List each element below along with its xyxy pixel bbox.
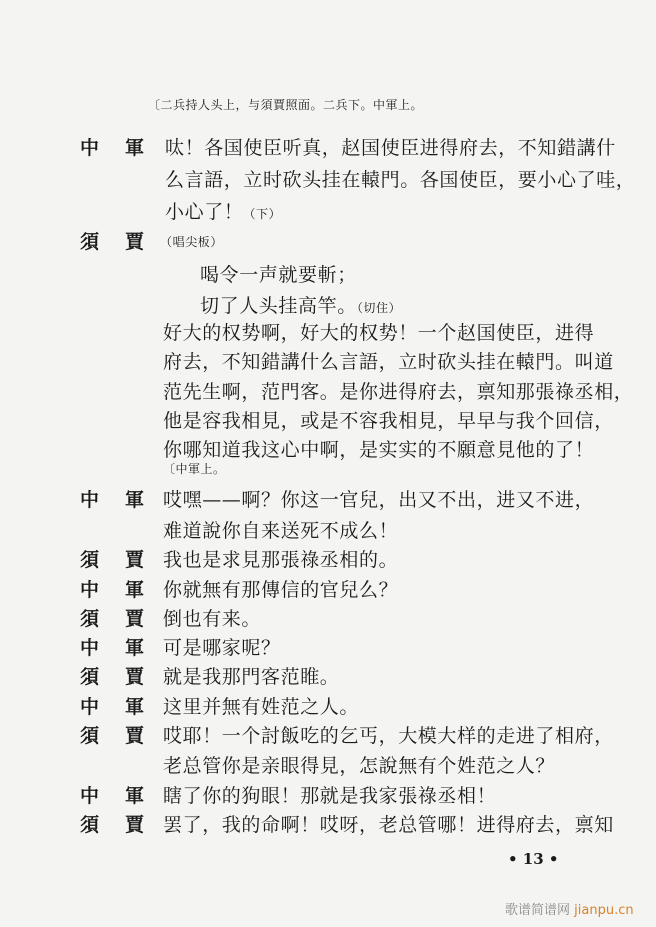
watermark-cn: 歌谱简谱网 xyxy=(505,903,571,918)
speaker-label: 中軍 xyxy=(80,696,171,718)
dialogue-line: 府去，不知錯講什么言語，立时砍头挂在轅門。叫道 xyxy=(163,351,614,373)
dialogue-line: 么言語，立时砍头挂在轅門。各国使臣，要小心了哇， xyxy=(165,169,636,191)
speaker-label: 須賈 xyxy=(80,725,171,747)
sung-line xyxy=(200,291,401,318)
dialogue-line: 倒也有来。 xyxy=(163,608,262,630)
sung-text: 切了人头挂高竿。 xyxy=(200,295,357,317)
speaker-label: 須賈 xyxy=(80,814,171,836)
speaker-label: 中軍 xyxy=(80,579,171,601)
speaker-label: 中軍 xyxy=(80,137,171,159)
dialogue-line: 这里并無有姓范之人。 xyxy=(163,696,360,718)
page-number: • 13 • xyxy=(508,850,559,868)
speaker-label: 須賈 xyxy=(80,666,171,688)
watermark xyxy=(505,899,634,918)
speaker-label: 須賈 xyxy=(80,231,171,253)
speaker-label: 中軍 xyxy=(80,489,171,511)
dialogue-line xyxy=(165,197,281,224)
dialogue-line: 你就無有那傳信的官兒么？ xyxy=(163,579,399,601)
dialogue-line: 难道說你自来送死不成么！ xyxy=(163,520,399,542)
dialogue-line: 他是容我相見，或是不容我相見，早早与我个回信， xyxy=(163,410,614,432)
stage-note: （切住） xyxy=(356,301,402,315)
speaker-label: 須賈 xyxy=(80,549,171,571)
watermark-en: jianpu.cn xyxy=(574,903,634,918)
dialogue-line: 你哪知道我这心中啊，是实实的不願意見他的了！ xyxy=(163,439,595,461)
dialogue-text: 小心了！ xyxy=(165,201,244,223)
stage-note: （唱尖板） xyxy=(160,235,224,249)
speaker-label: 中軍 xyxy=(80,785,171,807)
stage-direction: 〔中軍上。 xyxy=(163,462,226,476)
dialogue-line: 老总管你是亲眼得見，怎說無有个姓范之人？ xyxy=(163,755,556,777)
sung-line: 喝令一声就要斬； xyxy=(200,264,357,286)
dialogue-line: 罢了，我的命啊！哎呀，老总管哪！进得府去，禀知 xyxy=(163,814,614,836)
speaker-label: 須賈 xyxy=(80,608,171,630)
speaker-label: 中軍 xyxy=(80,637,171,659)
dialogue-line: 好大的权势啊，好大的权势！一个赵国使臣，进得 xyxy=(163,322,595,344)
dialogue-line: 哎嘿——啊？你这一官兒，出又不出，进又不进， xyxy=(163,489,595,511)
dialogue-line: 可是哪家呢？ xyxy=(163,637,281,659)
dialogue-line: 我也是求見那張祿丞相的。 xyxy=(163,549,399,571)
dialogue-line: 范先生啊，范門客。是你进得府去，禀知那張祿丞相， xyxy=(163,381,634,403)
dialogue-line: 哎耶！一个討飯吃的乞丐，大模大样的走进了相府， xyxy=(163,725,614,747)
dialogue-line: 瞎了你的狗眼！那就是我家張祿丞相！ xyxy=(163,785,497,807)
stage-direction: 〔二兵持人头上，与須賈照面。二兵下。中軍上。 xyxy=(148,98,424,112)
dialogue-line: 呔！各国使臣听真，赵国使臣进得府去，不知錯講什 xyxy=(165,137,616,159)
dialogue-line: 就是我那門客范睢。 xyxy=(163,666,340,688)
stage-note: （下） xyxy=(243,207,282,221)
